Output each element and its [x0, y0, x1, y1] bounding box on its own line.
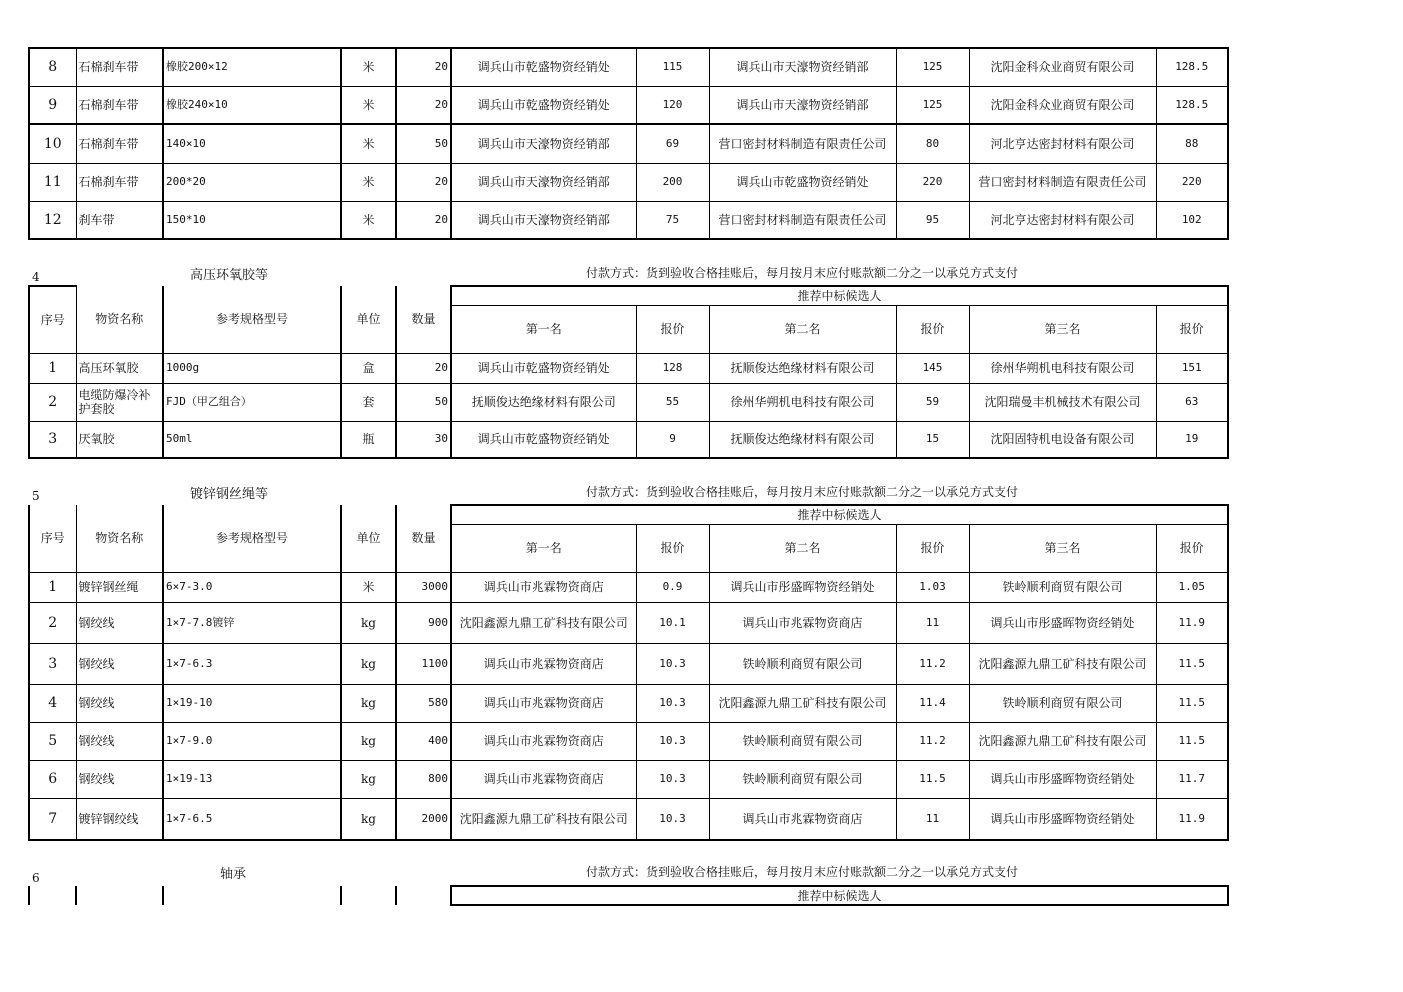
row-price-2: 11 [896, 602, 969, 643]
row-price-3: 19 [1156, 421, 1228, 458]
row-seq: 12 [29, 201, 76, 239]
header-seq: 序号 [29, 505, 76, 572]
row-price-2: 125 [896, 86, 969, 124]
row-supplier-1: 调兵山市兆霖物资商店 [451, 760, 636, 798]
row-price-1: 10.3 [636, 684, 709, 722]
header-seq: 序号 [29, 286, 76, 353]
row-spec: 50ml [163, 421, 341, 458]
table-row [29, 684, 1228, 722]
section4-title: 高压环氧胶等 [190, 268, 269, 283]
section4-payment: 付款方式：货到验收合格挂账后，每月按月末应付账款额二分之一以承兑方式支付 [586, 266, 1019, 280]
row-spec: 6×7-3.0 [163, 572, 341, 602]
header-name: 物资名称 [76, 505, 163, 572]
header-spec: 参考规格型号 [163, 505, 341, 572]
table-row [29, 572, 1228, 602]
row-supplier-2: 铁岭顺利商贸有限公司 [709, 643, 896, 684]
row-seq: 3 [29, 643, 76, 684]
row-unit: kg [341, 643, 396, 684]
row-seq: 6 [29, 760, 76, 798]
row-supplier-3: 铁岭顺利商贸有限公司 [969, 572, 1156, 602]
row-price-2: 11.2 [896, 722, 969, 760]
row-unit: kg [341, 798, 396, 840]
row-price-1: 10.3 [636, 760, 709, 798]
header-recommend: 推荐中标候选人 [451, 505, 1228, 524]
row-seq: 1 [29, 353, 76, 383]
section3-body [29, 48, 1228, 239]
table-row [29, 798, 1228, 840]
row-supplier-3: 徐州华朔机电科技有限公司 [969, 353, 1156, 383]
row-price-1: 75 [636, 201, 709, 239]
row-price-3: 11.5 [1156, 684, 1228, 722]
section5-body [29, 572, 1228, 840]
row-price-3: 128.5 [1156, 86, 1228, 124]
header-unit: 单位 [341, 286, 396, 353]
row-price-1: 200 [636, 163, 709, 201]
row-spec: 200*20 [163, 163, 341, 201]
row-price-2: 11.2 [896, 643, 969, 684]
row-seq: 5 [29, 722, 76, 760]
row-name: 钢绞线 [76, 602, 163, 643]
row-qty: 400 [396, 722, 451, 760]
section5-number: 5 [32, 489, 40, 503]
row-supplier-3: 调兵山市彤盛晖物资经销处 [969, 798, 1156, 840]
row-price-1: 55 [636, 383, 709, 421]
row-unit: 盒 [341, 353, 396, 383]
row-unit: 米 [341, 48, 396, 86]
row-supplier-2: 调兵山市乾盛物资经销处 [709, 163, 896, 201]
row-price-2: 11.4 [896, 684, 969, 722]
row-qty: 580 [396, 684, 451, 722]
row-price-2: 145 [896, 353, 969, 383]
row-supplier-1: 调兵山市天濠物资经销部 [451, 124, 636, 163]
row-price-2: 11.5 [896, 760, 969, 798]
row-seq: 4 [29, 684, 76, 722]
row-price-3: 128.5 [1156, 48, 1228, 86]
row-seq: 3 [29, 421, 76, 458]
row-supplier-3: 调兵山市彤盛晖物资经销处 [969, 602, 1156, 643]
row-supplier-2: 抚顺俊达绝缘材料有限公司 [709, 353, 896, 383]
row-supplier-3: 调兵山市彤盛晖物资经销处 [969, 760, 1156, 798]
row-spec: 1×7-7.8镀锌 [163, 602, 341, 643]
row-supplier-2: 调兵山市彤盛晖物资经销处 [709, 572, 896, 602]
row-qty: 30 [396, 421, 451, 458]
row-unit: 套 [341, 383, 396, 421]
row-seq: 9 [29, 86, 76, 124]
header-third: 第三名 [969, 524, 1156, 572]
row-price-1: 9 [636, 421, 709, 458]
row-qty: 20 [396, 86, 451, 124]
row-unit: 米 [341, 572, 396, 602]
row-seq: 11 [29, 163, 76, 201]
row-spec: 1×7-9.0 [163, 722, 341, 760]
row-price-3: 11.7 [1156, 760, 1228, 798]
row-name: 石棉刹车带 [76, 124, 163, 163]
row-price-3: 11.9 [1156, 602, 1228, 643]
row-price-1: 115 [636, 48, 709, 86]
row-price-2: 95 [896, 201, 969, 239]
header-price-3: 报价 [1156, 305, 1228, 353]
row-supplier-1: 调兵山市兆霖物资商店 [451, 684, 636, 722]
row-unit: 米 [341, 201, 396, 239]
row-price-3: 88 [1156, 124, 1228, 163]
row-price-2: 59 [896, 383, 969, 421]
row-qty: 800 [396, 760, 451, 798]
section5-table [28, 504, 1229, 841]
row-supplier-2: 徐州华朔机电科技有限公司 [709, 383, 896, 421]
section6-cell-seq [29, 886, 76, 905]
section6-table [28, 885, 1229, 906]
row-spec: 1×19-13 [163, 760, 341, 798]
section6-number: 6 [32, 871, 40, 885]
row-spec: FJD（甲乙组合） [163, 383, 341, 421]
row-price-1: 10.3 [636, 798, 709, 840]
section6-header-recommend: 推荐中标候选人 [451, 886, 1228, 905]
row-supplier-1: 调兵山市乾盛物资经销处 [451, 421, 636, 458]
row-spec: 1000g [163, 353, 341, 383]
row-supplier-3: 铁岭顺利商贸有限公司 [969, 684, 1156, 722]
row-spec: 150*10 [163, 201, 341, 239]
row-price-2: 125 [896, 48, 969, 86]
row-name: 厌氧胶 [76, 421, 163, 458]
section6-cell-name [76, 886, 163, 905]
row-supplier-1: 调兵山市乾盛物资经销处 [451, 48, 636, 86]
row-supplier-3: 沈阳金科众业商贸有限公司 [969, 48, 1156, 86]
row-unit: kg [341, 602, 396, 643]
row-price-1: 10.3 [636, 722, 709, 760]
header-second: 第二名 [709, 305, 896, 353]
row-spec: 1×19-10 [163, 684, 341, 722]
row-name: 钢绞线 [76, 760, 163, 798]
section4-body [29, 353, 1228, 458]
section4-table [28, 285, 1229, 459]
row-seq: 2 [29, 383, 76, 421]
row-price-3: 1.05 [1156, 572, 1228, 602]
row-supplier-2: 抚顺俊达绝缘材料有限公司 [709, 421, 896, 458]
row-spec: 1×7-6.3 [163, 643, 341, 684]
section4-number: 4 [32, 270, 40, 284]
header-price-2: 报价 [896, 524, 969, 572]
row-price-3: 151 [1156, 353, 1228, 383]
row-qty: 50 [396, 383, 451, 421]
row-qty: 20 [396, 163, 451, 201]
section3-table [28, 47, 1229, 240]
row-supplier-3: 河北亨达密封材料有限公司 [969, 124, 1156, 163]
row-supplier-2: 营口密封材料制造有限责任公司 [709, 201, 896, 239]
row-unit: kg [341, 760, 396, 798]
row-name: 石棉刹车带 [76, 86, 163, 124]
row-seq: 8 [29, 48, 76, 86]
row-name: 刹车带 [76, 201, 163, 239]
row-supplier-1: 调兵山市兆霖物资商店 [451, 572, 636, 602]
header-price-1: 报价 [636, 524, 709, 572]
row-unit: 米 [341, 163, 396, 201]
row-supplier-3: 沈阳金科众业商贸有限公司 [969, 86, 1156, 124]
row-seq: 2 [29, 602, 76, 643]
row-unit: 米 [341, 124, 396, 163]
row-supplier-1: 调兵山市乾盛物资经销处 [451, 353, 636, 383]
row-supplier-2: 调兵山市兆霖物资商店 [709, 602, 896, 643]
row-price-2: 220 [896, 163, 969, 201]
header-price-3: 报价 [1156, 524, 1228, 572]
table-row [29, 124, 1228, 163]
header-first: 第一名 [451, 524, 636, 572]
row-supplier-3: 营口密封材料制造有限责任公司 [969, 163, 1156, 201]
table-row [29, 760, 1228, 798]
section6-title: 轴承 [220, 867, 247, 882]
header-unit: 单位 [341, 505, 396, 572]
row-price-2: 11 [896, 798, 969, 840]
row-qty: 20 [396, 353, 451, 383]
row-unit: 瓶 [341, 421, 396, 458]
row-supplier-2: 沈阳鑫源九鼎工矿科技有限公司 [709, 684, 896, 722]
row-supplier-1: 沈阳鑫源九鼎工矿科技有限公司 [451, 798, 636, 840]
row-spec: 橡胶240×10 [163, 86, 341, 124]
section6-cell-spec [163, 886, 341, 905]
row-qty: 900 [396, 602, 451, 643]
header-qty: 数量 [396, 286, 451, 353]
row-qty: 20 [396, 201, 451, 239]
row-name: 高压环氧胶 [76, 353, 163, 383]
table-row [29, 421, 1228, 458]
row-name: 镀锌钢丝绳 [76, 572, 163, 602]
row-qty: 1100 [396, 643, 451, 684]
row-spec: 140×10 [163, 124, 341, 163]
header-price-2: 报价 [896, 305, 969, 353]
header-price-1: 报价 [636, 305, 709, 353]
row-seq: 10 [29, 124, 76, 163]
row-price-2: 1.03 [896, 572, 969, 602]
row-price-2: 15 [896, 421, 969, 458]
section6-payment: 付款方式：货到验收合格挂账后，每月按月末应付账款额二分之一以承兑方式支付 [586, 865, 1019, 879]
row-name: 钢绞线 [76, 722, 163, 760]
row-qty: 2000 [396, 798, 451, 840]
table-row [29, 602, 1228, 643]
header-name: 物资名称 [76, 286, 163, 353]
row-seq: 7 [29, 798, 76, 840]
row-price-3: 11.9 [1156, 798, 1228, 840]
row-name: 电缆防爆冷补护套胶 [76, 383, 163, 421]
header-qty: 数量 [396, 505, 451, 572]
row-supplier-1: 调兵山市天濠物资经销部 [451, 201, 636, 239]
section6-cell-qty [396, 886, 451, 905]
table-row [29, 643, 1228, 684]
row-price-3: 102 [1156, 201, 1228, 239]
header-third: 第三名 [969, 305, 1156, 353]
row-name: 石棉刹车带 [76, 48, 163, 86]
table-row [29, 86, 1228, 124]
row-price-1: 120 [636, 86, 709, 124]
row-supplier-1: 调兵山市兆霖物资商店 [451, 722, 636, 760]
row-qty: 20 [396, 48, 451, 86]
row-supplier-3: 沈阳瑞曼丰机械技术有限公司 [969, 383, 1156, 421]
header-spec: 参考规格型号 [163, 286, 341, 353]
row-price-1: 10.1 [636, 602, 709, 643]
row-supplier-3: 沈阳固特机电设备有限公司 [969, 421, 1156, 458]
row-spec: 1×7-6.5 [163, 798, 341, 840]
table-row [29, 722, 1228, 760]
row-unit: kg [341, 684, 396, 722]
row-unit: kg [341, 722, 396, 760]
row-name: 镀锌钢绞线 [76, 798, 163, 840]
row-price-1: 128 [636, 353, 709, 383]
row-price-3: 11.5 [1156, 722, 1228, 760]
row-name: 钢绞线 [76, 643, 163, 684]
row-price-2: 80 [896, 124, 969, 163]
table-row [29, 383, 1228, 421]
header-second: 第二名 [709, 524, 896, 572]
row-supplier-1: 调兵山市兆霖物资商店 [451, 643, 636, 684]
row-name: 钢绞线 [76, 684, 163, 722]
row-supplier-3: 沈阳鑫源九鼎工矿科技有限公司 [969, 643, 1156, 684]
row-supplier-1: 调兵山市天濠物资经销部 [451, 163, 636, 201]
row-supplier-3: 河北亨达密封材料有限公司 [969, 201, 1156, 239]
table-row [29, 353, 1228, 383]
row-qty: 3000 [396, 572, 451, 602]
row-supplier-1: 沈阳鑫源九鼎工矿科技有限公司 [451, 602, 636, 643]
row-qty: 50 [396, 124, 451, 163]
row-supplier-2: 铁岭顺利商贸有限公司 [709, 722, 896, 760]
row-supplier-2: 调兵山市兆霖物资商店 [709, 798, 896, 840]
row-price-1: 69 [636, 124, 709, 163]
row-unit: 米 [341, 86, 396, 124]
row-supplier-2: 铁岭顺利商贸有限公司 [709, 760, 896, 798]
row-supplier-1: 抚顺俊达绝缘材料有限公司 [451, 383, 636, 421]
section5-payment: 付款方式：货到验收合格挂账后，每月按月末应付账款额二分之一以承兑方式支付 [586, 485, 1019, 499]
row-supplier-3: 沈阳鑫源九鼎工矿科技有限公司 [969, 722, 1156, 760]
table-row [29, 163, 1228, 201]
row-spec: 橡胶200×12 [163, 48, 341, 86]
header-first: 第一名 [451, 305, 636, 353]
table-row [29, 201, 1228, 239]
row-price-3: 11.5 [1156, 643, 1228, 684]
row-supplier-2: 调兵山市天濠物资经销部 [709, 86, 896, 124]
row-supplier-1: 调兵山市乾盛物资经销处 [451, 86, 636, 124]
row-price-3: 63 [1156, 383, 1228, 421]
section5-title: 镀锌钢丝绳等 [190, 487, 269, 502]
row-name: 石棉刹车带 [76, 163, 163, 201]
row-supplier-2: 营口密封材料制造有限责任公司 [709, 124, 896, 163]
row-seq: 1 [29, 572, 76, 602]
table-row [29, 48, 1228, 86]
header-recommend: 推荐中标候选人 [451, 286, 1228, 305]
row-price-1: 10.3 [636, 643, 709, 684]
row-supplier-2: 调兵山市天濠物资经销部 [709, 48, 896, 86]
section6-cell-unit [341, 886, 396, 905]
row-price-1: 0.9 [636, 572, 709, 602]
row-price-3: 220 [1156, 163, 1228, 201]
